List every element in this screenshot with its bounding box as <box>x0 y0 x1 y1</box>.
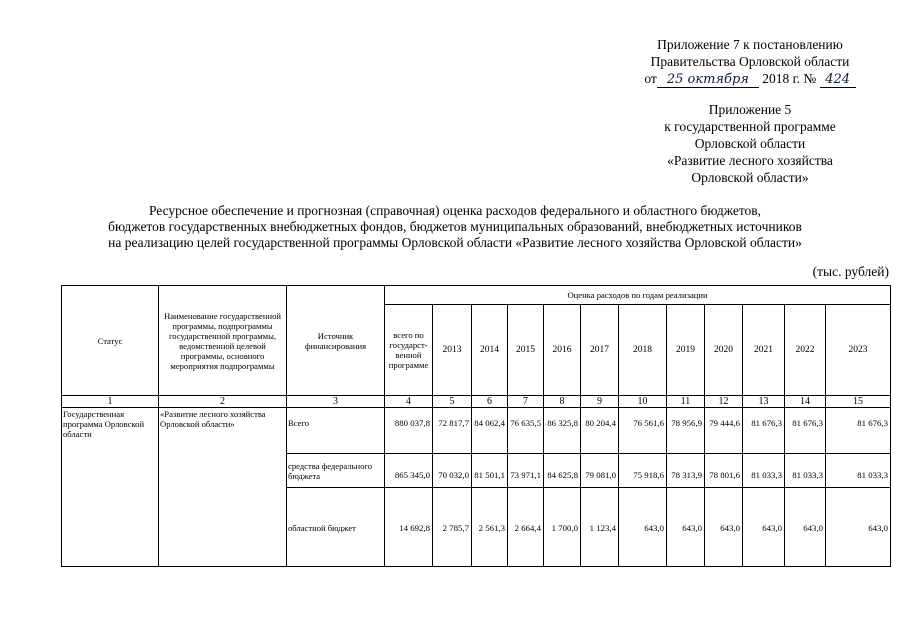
units-label: (тыс. рублей) <box>812 264 889 279</box>
value-cell: 75 918,6 <box>619 454 667 488</box>
value-cell: 643,0 <box>785 488 826 567</box>
header-year: 2015 <box>508 305 544 396</box>
value-cell: 1 700,0 <box>544 488 581 567</box>
column-number: 5 <box>433 396 472 408</box>
value-cell: 81 676,3 <box>785 408 826 454</box>
handwritten-number: 424 <box>820 73 856 88</box>
column-number: 9 <box>581 396 619 408</box>
document-title <box>60 203 850 251</box>
annex5-line3: Орловской области <box>694 136 806 151</box>
value-cell: 81 033,3 <box>785 454 826 488</box>
column-number: 11 <box>667 396 705 408</box>
value-cell: 643,0 <box>705 488 743 567</box>
header-year: 2016 <box>544 305 581 396</box>
value-cell: 2 561,3 <box>472 488 508 567</box>
value-cell: 14 692,8 <box>385 488 433 567</box>
column-number: 14 <box>785 396 826 408</box>
column-number: 15 <box>826 396 891 408</box>
column-number: 8 <box>544 396 581 408</box>
value-cell: 78 313,9 <box>667 454 705 488</box>
value-cell: 81 501,1 <box>472 454 508 488</box>
value-cell: 76 561,6 <box>619 408 667 454</box>
column-number: 3 <box>287 396 385 408</box>
column-number: 1 <box>62 396 159 408</box>
value-cell: 72 817,7 <box>433 408 472 454</box>
column-number: 2 <box>159 396 287 408</box>
annex7-line1: Приложение 7 к постановлению <box>657 37 843 52</box>
value-cell: 643,0 <box>826 488 891 567</box>
table-row <box>62 408 891 454</box>
date-suffix: 2018 г. № <box>762 71 817 86</box>
annex5-line5: Орловской области» <box>691 170 809 185</box>
header-year: 2018 <box>619 305 667 396</box>
value-cell: 78 801,6 <box>705 454 743 488</box>
annex5-line2: к государственной программе <box>664 119 836 134</box>
annex7-block <box>600 36 900 88</box>
column-number: 4 <box>385 396 433 408</box>
header-name: Наименование государственной программы, подпрограммы государственной программы, ведомственной целевой программы, основного мероприятия подпрограммы <box>159 286 287 396</box>
column-number-row <box>62 396 891 408</box>
value-cell: 86 325,8 <box>544 408 581 454</box>
value-cell: 78 956,9 <box>667 408 705 454</box>
program-name: «Развитие лесного хозяйства Орловской области» <box>159 408 287 567</box>
value-cell: 643,0 <box>743 488 785 567</box>
header-year: 2017 <box>581 305 619 396</box>
header-year: 2013 <box>433 305 472 396</box>
title-line1: Ресурсное обеспечение и прогнозная (справочная) оценка расходов федерального и областного бюджетов, <box>148 203 762 218</box>
program-status: Государственная программа Орловской области <box>62 408 159 567</box>
title-line3: на реализацию целей государственной программы Орловской области «Развитие лесного хозяйства Орловской области» <box>108 235 802 250</box>
annex5-line4: «Развитие лесного хозяйства <box>667 153 833 168</box>
value-cell: 81 676,3 <box>743 408 785 454</box>
column-number: 13 <box>743 396 785 408</box>
value-cell: 81 033,3 <box>743 454 785 488</box>
header-year: 2022 <box>785 305 826 396</box>
source-label: средства федерального бюджета <box>287 454 385 488</box>
value-cell: 80 204,4 <box>581 408 619 454</box>
header-year: 2019 <box>667 305 705 396</box>
annex5-block <box>600 101 900 186</box>
value-cell: 79 444,6 <box>705 408 743 454</box>
source-label: областной бюджет <box>287 488 385 567</box>
header-year: 2014 <box>472 305 508 396</box>
annex7-line2: Правительства Орловской области <box>650 54 850 69</box>
header-year: 2021 <box>743 305 785 396</box>
value-cell: 70 032,0 <box>433 454 472 488</box>
column-number: 7 <box>508 396 544 408</box>
header-year: 2020 <box>705 305 743 396</box>
value-cell: 643,0 <box>619 488 667 567</box>
value-cell: 81 676,3 <box>826 408 891 454</box>
value-cell: 79 081,0 <box>581 454 619 488</box>
value-cell: 2 664,4 <box>508 488 544 567</box>
resource-table <box>61 285 891 567</box>
date-prefix: от <box>644 71 657 86</box>
annex7-date-line <box>600 70 900 88</box>
value-cell: 73 971,1 <box>508 454 544 488</box>
value-cell: 1 123,4 <box>581 488 619 567</box>
value-cell: 880 037,8 <box>385 408 433 454</box>
header-total: всего по государст-венной программе <box>385 305 433 396</box>
header-row-1 <box>62 286 891 305</box>
column-number: 10 <box>619 396 667 408</box>
value-cell: 643,0 <box>667 488 705 567</box>
column-number: 6 <box>472 396 508 408</box>
header-status: Статус <box>62 286 159 396</box>
header-estimate: Оценка расходов по годам реализации <box>385 286 891 305</box>
value-cell: 2 785,7 <box>433 488 472 567</box>
handwritten-date: 25 октября <box>657 73 759 88</box>
value-cell: 84 625,8 <box>544 454 581 488</box>
value-cell: 865 345,0 <box>385 454 433 488</box>
column-number: 12 <box>705 396 743 408</box>
value-cell: 81 033,3 <box>826 454 891 488</box>
header-source: Источник финансирования <box>287 286 385 396</box>
value-cell: 84 062,4 <box>472 408 508 454</box>
source-label: Всего <box>287 408 385 454</box>
header-year: 2023 <box>826 305 891 396</box>
title-line2: бюджетов государственных внебюджетных фондов, бюджетов муниципальных образований, внебюджетных источников <box>108 219 802 234</box>
value-cell: 76 635,5 <box>508 408 544 454</box>
annex5-line1: Приложение 5 <box>708 102 792 117</box>
